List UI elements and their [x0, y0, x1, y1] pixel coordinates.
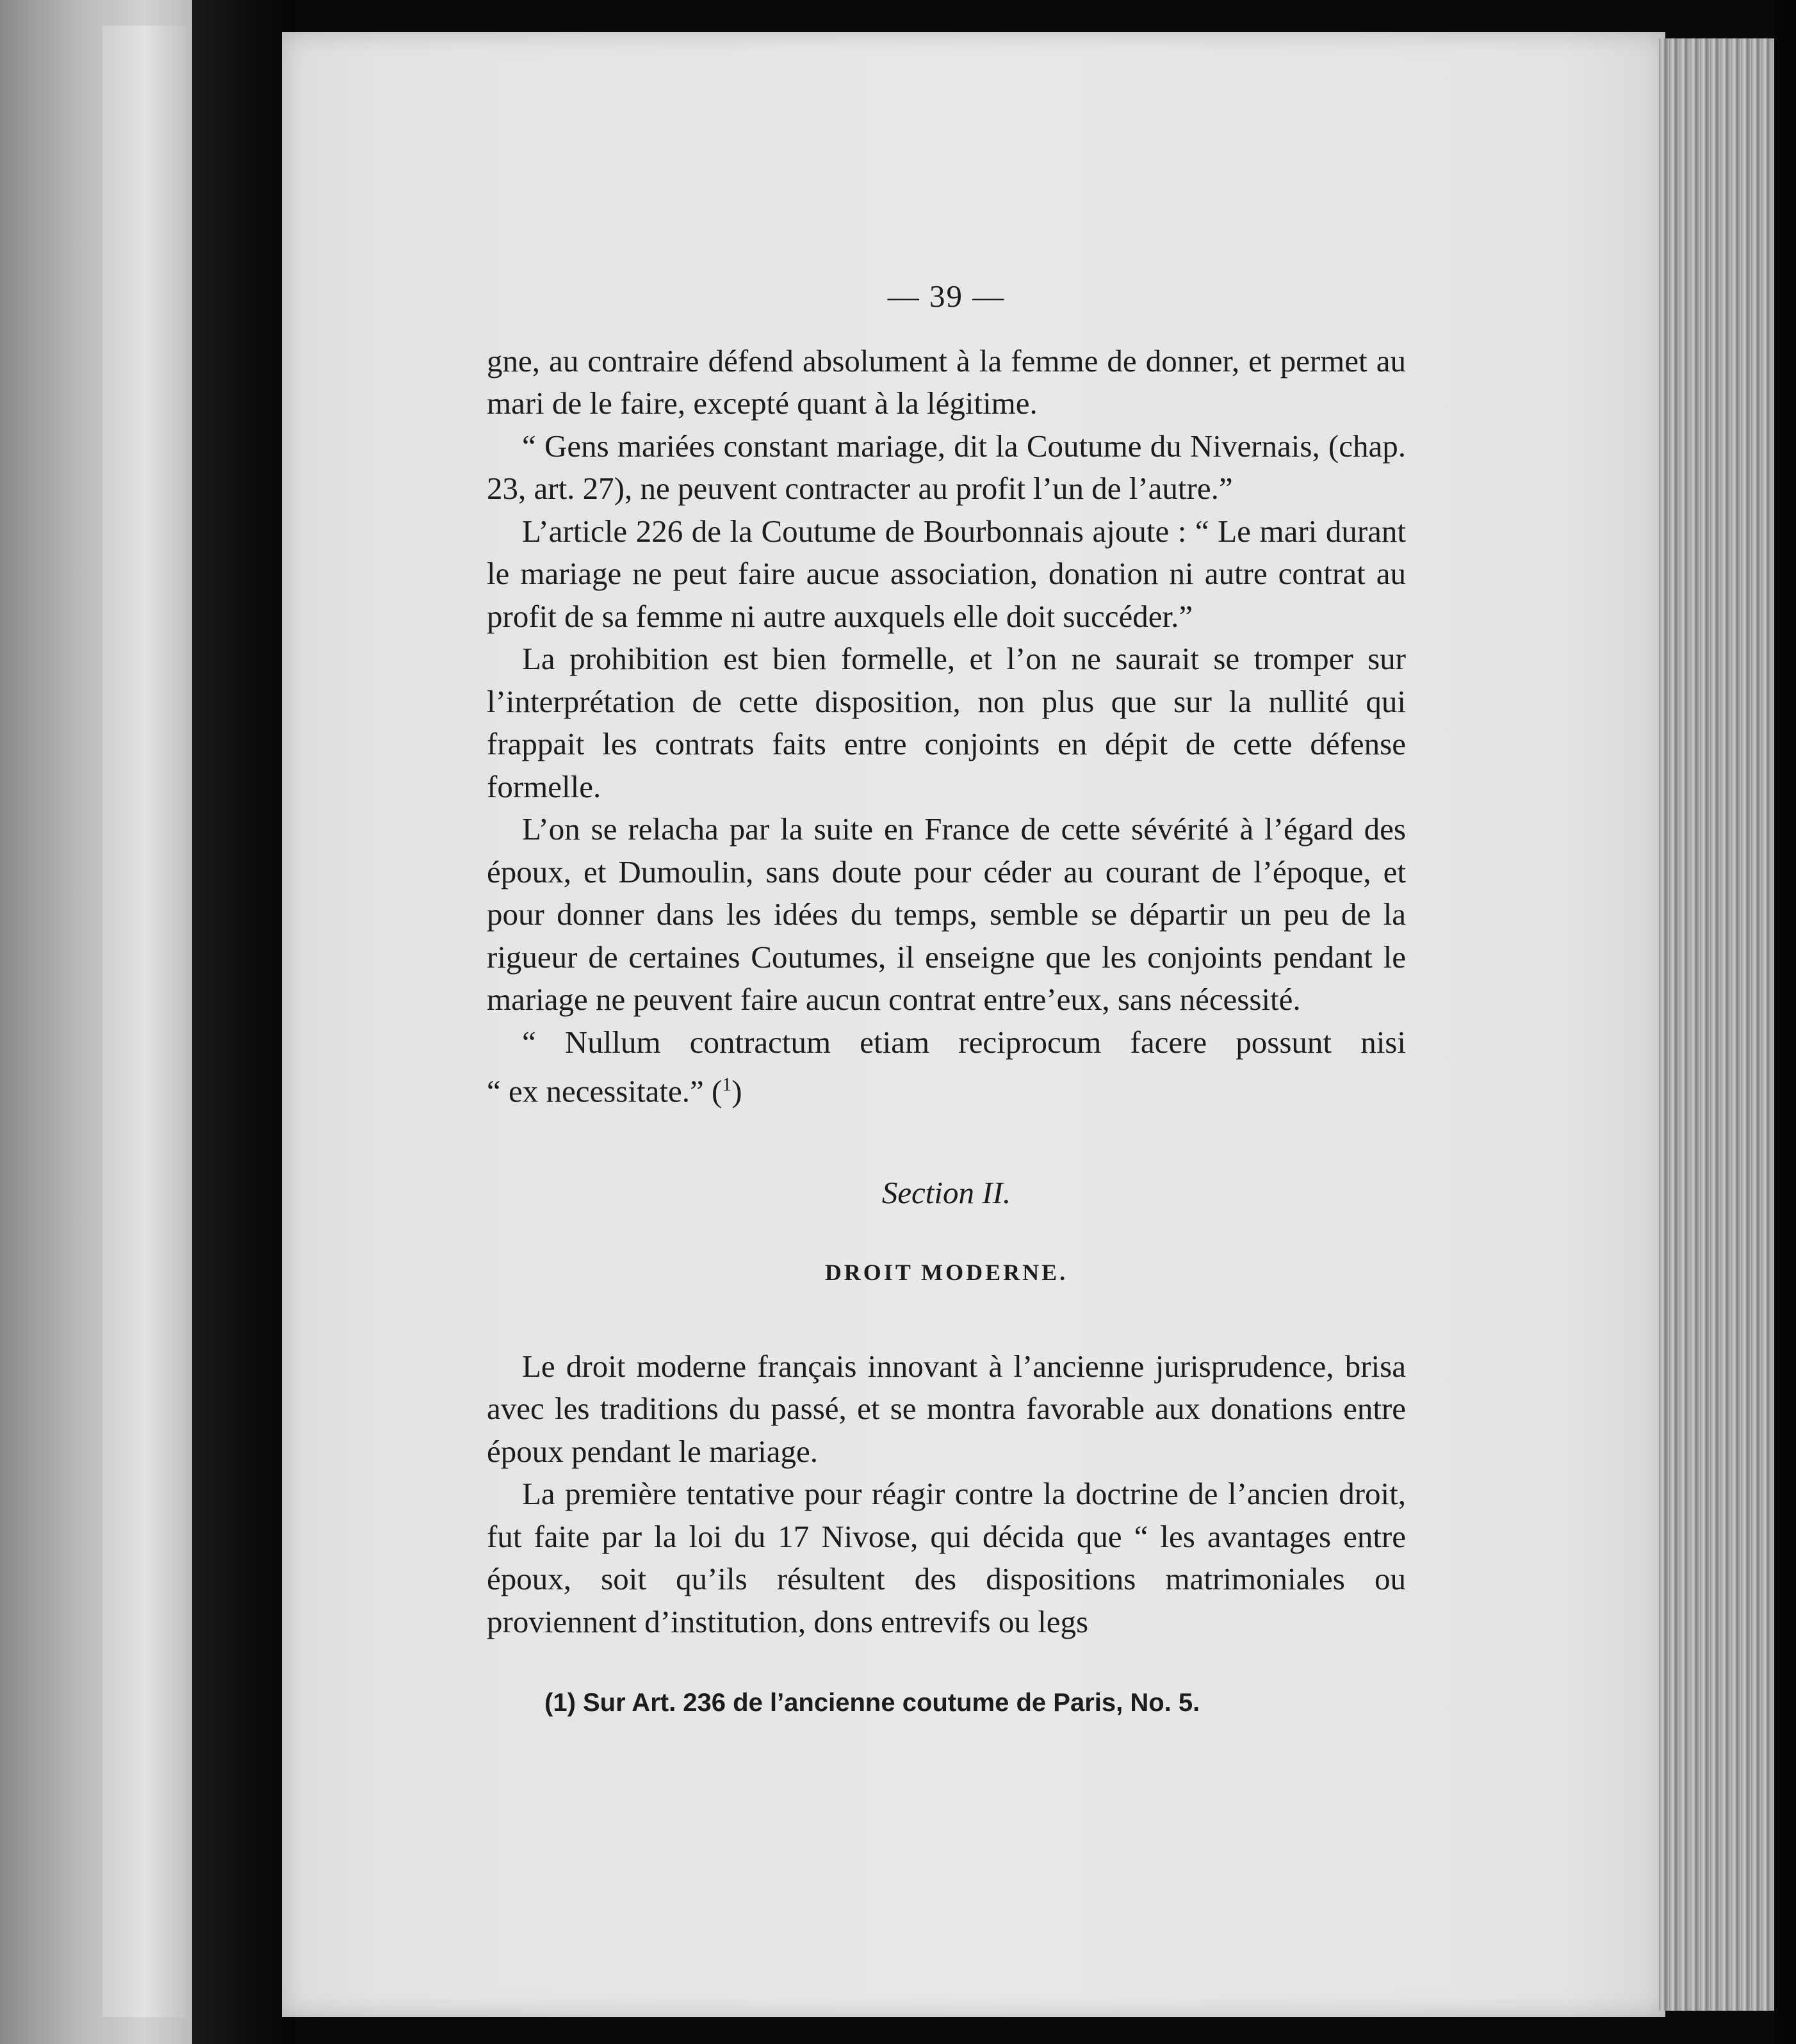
paragraph: gne, au contraire défend absolument à la femme de donner, et permet au mari de le faire, excepté quant à la légitime. — [487, 343, 1406, 421]
latin-quote-end — [487, 1064, 1406, 1113]
paragraph: La prohibition est bien formelle, et l’on ne saurait se tromper sur l’interprétation de cette disposition, non plus que sur la nullité qui frappait les contrats faits entre conjoints en dépit de cette défense formelle. — [487, 641, 1406, 804]
footnote: (1) Sur Art. 236 de l’ancienne coutume de Paris, No. 5. — [544, 1689, 1200, 1717]
paragraph: “ Gens mariées constant mariage, dit la Coutume du Nivernais, (chap. 23, art. 27), ne peuvent contracter au profit l’un de l’autre.” — [487, 428, 1406, 506]
latin-quote-line: “ ex necessitate.” ( — [487, 1073, 722, 1109]
latin-quote-line: “ Nullum contractum etiam reciprocum facere possunt nisi — [522, 1024, 1406, 1060]
page-text — [487, 275, 1406, 1724]
paragraph: La première tentative pour réagir contre la doctrine de l’ancien droit, fut faite par la loi du 17 Nivose, qui décida que “ les avantages entre époux, soit qu’ils résultent des dispositions matrimoniales ou proviennent d’institution, dons entrevifs ou legs — [487, 1476, 1406, 1639]
paragraph: L’article 226 de la Coutume de Bourbonnais ajoute : “ Le mari durant le mariage ne peut faire aucue association, donation ni autre contrat au profit de sa femme ni autre auxquels elle doit succéder.” — [487, 513, 1406, 634]
page-number: — 39 — — [887, 279, 1006, 314]
page-edges — [1659, 38, 1774, 2011]
right-border — [1774, 0, 1796, 2044]
paragraph: Le droit moderne français innovant à l’ancienne jurisprudence, brisa avec les traditions du passé, et se montra favorable aux donations entre époux pendant le mariage. — [487, 1348, 1406, 1469]
book-gutter — [192, 0, 295, 2044]
subsection-title: DROIT MODERNE. — [824, 1260, 1068, 1286]
section-title: Section II. — [881, 1174, 1011, 1210]
left-page-fold — [102, 26, 186, 2017]
latin-quote — [487, 1021, 1406, 1064]
paragraph: L’on se relacha par la suite en France de cette sévérité à l’égard des époux, et Dumoulin, sans doute pour céder au courant de l’époque, et pour donner dans les idées du temps, semble se départir un peu de la rigueur de certaines Coutumes, il enseigne que les conjoints pendant le mariage ne peuvent faire aucun contrat entre’eux, sans nécessité. — [487, 811, 1406, 1017]
footnote-ref: 1 — [722, 1074, 732, 1095]
latin-quote-close: ) — [731, 1073, 742, 1109]
